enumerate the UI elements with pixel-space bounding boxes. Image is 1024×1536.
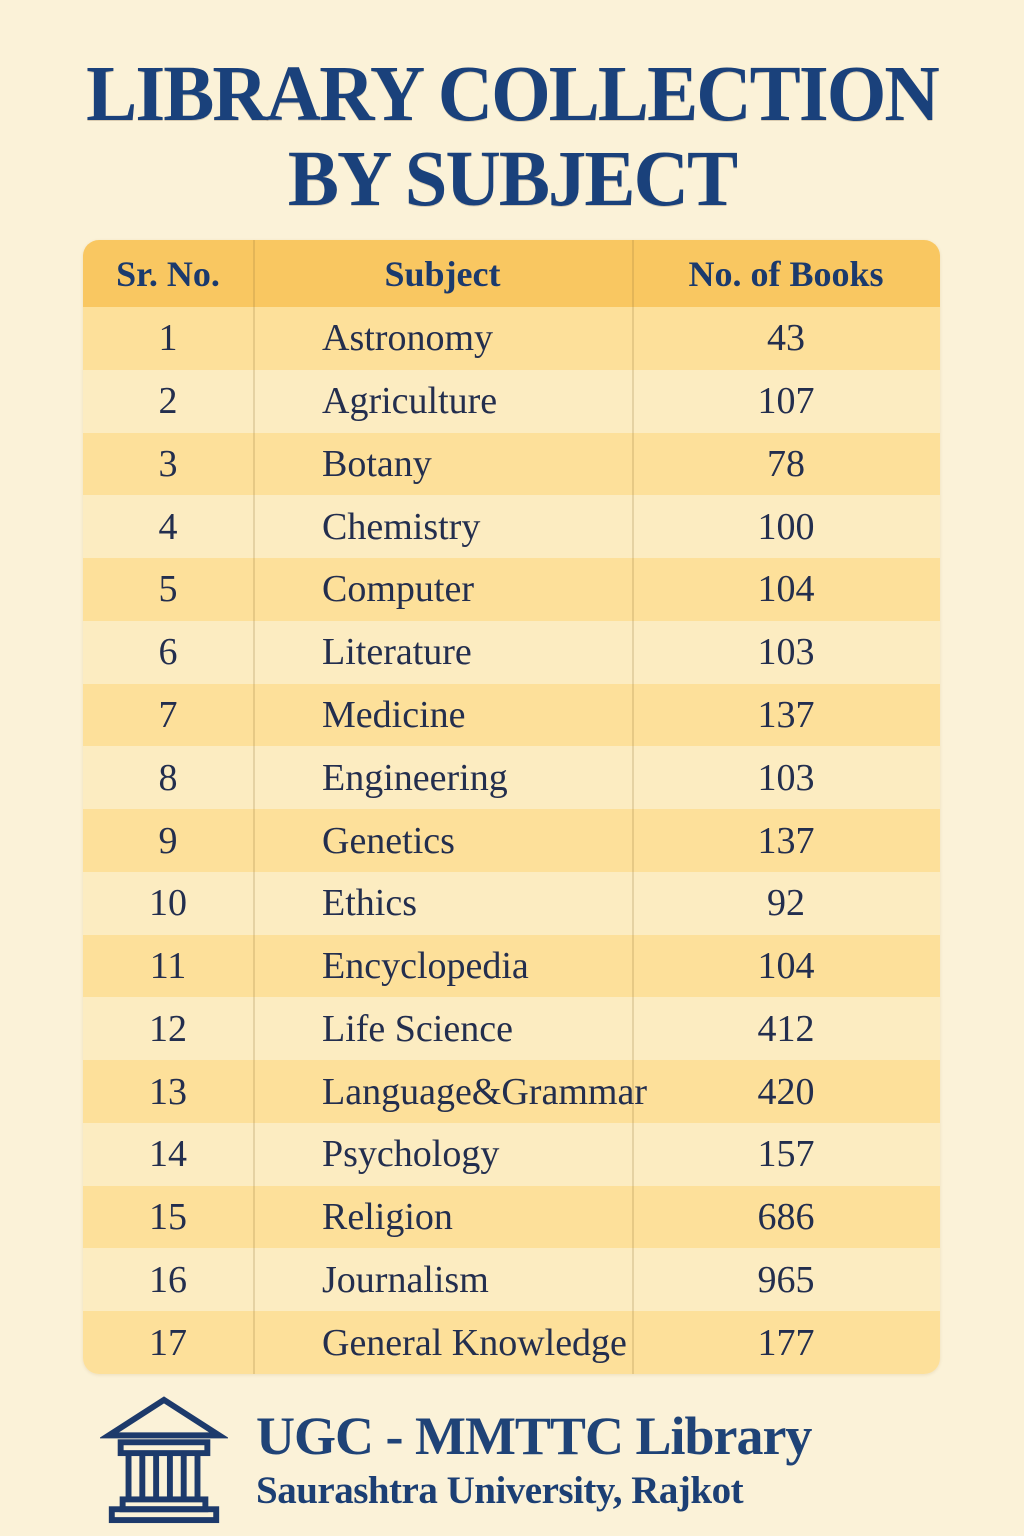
cell-subject: Computer	[322, 568, 474, 611]
cell-sr: 3	[158, 442, 178, 485]
table-row	[83, 495, 940, 558]
cell-subject: Engineering	[322, 756, 508, 799]
cell-sr: 11	[149, 945, 187, 988]
table-row	[83, 684, 940, 747]
cell-books: 43	[767, 317, 805, 360]
cell-subject: Journalism	[322, 1258, 489, 1301]
cell-sr: 2	[158, 380, 178, 423]
cell-books: 686	[757, 1196, 815, 1239]
table-row	[83, 997, 940, 1060]
cell-sr: 13	[149, 1070, 187, 1113]
cell-sr: 8	[158, 756, 178, 799]
page-title-line1: LIBRARY COLLECTION	[86, 51, 938, 138]
cell-subject: Astronomy	[322, 317, 493, 360]
cell-subject: Medicine	[322, 693, 466, 736]
table-row	[83, 558, 940, 621]
page-title-line2: BY SUBJECT	[287, 136, 737, 223]
cell-books: 177	[757, 1321, 815, 1364]
cell-subject: Language&Grammar	[322, 1070, 647, 1113]
page-title	[0, 52, 1024, 222]
cell-books: 412	[757, 1007, 815, 1050]
cell-sr: 15	[149, 1196, 187, 1239]
table-row	[83, 1311, 940, 1374]
cell-sr: 7	[158, 693, 178, 736]
column-header-no-of-books: No. of Books	[688, 253, 884, 294]
cell-subject: Botany	[322, 442, 432, 485]
cell-sr: 6	[158, 631, 178, 674]
cell-sr: 1	[158, 317, 178, 360]
cell-subject: Chemistry	[322, 505, 481, 548]
table-rows	[83, 307, 940, 1374]
table-row	[83, 433, 940, 496]
cell-sr: 9	[158, 819, 178, 862]
table-row	[83, 1123, 940, 1186]
table-row	[83, 621, 940, 684]
table-header-row	[83, 240, 940, 307]
table-row	[83, 1186, 940, 1249]
table-row	[83, 746, 940, 809]
cell-books: 92	[767, 882, 805, 925]
table-row	[83, 370, 940, 433]
cell-books: 103	[757, 631, 815, 674]
cell-books: 965	[757, 1258, 815, 1301]
cell-sr: 14	[149, 1133, 187, 1176]
cell-books: 157	[757, 1133, 815, 1176]
cell-sr: 17	[149, 1321, 187, 1364]
table-row	[83, 935, 940, 998]
cell-books: 137	[757, 819, 815, 862]
cell-subject: Literature	[322, 631, 472, 674]
table-row	[83, 307, 940, 370]
footer-organization: UGC - MMTTC Library	[256, 1406, 812, 1466]
table-row	[83, 872, 940, 935]
cell-subject: Religion	[322, 1196, 453, 1239]
cell-books: 78	[767, 442, 805, 485]
library-building-icon	[100, 1394, 228, 1526]
cell-books: 107	[757, 380, 815, 423]
cell-books: 104	[757, 945, 815, 988]
column-header-subject: Subject	[384, 253, 501, 294]
cell-books: 104	[757, 568, 815, 611]
table-row	[83, 809, 940, 872]
column-header-sr-no: Sr. No.	[116, 253, 220, 294]
cell-books: 420	[757, 1070, 815, 1113]
footer	[100, 1394, 811, 1526]
table-row	[83, 1248, 940, 1311]
cell-sr: 4	[158, 505, 178, 548]
cell-sr: 10	[149, 882, 187, 925]
footer-text-block	[256, 1405, 811, 1515]
cell-subject: Ethics	[322, 882, 417, 925]
cell-subject: General Knowledge	[322, 1321, 627, 1364]
table-row	[83, 1060, 940, 1123]
cell-sr: 12	[149, 1007, 187, 1050]
cell-sr: 5	[158, 568, 178, 611]
library-collection-table	[83, 240, 940, 1374]
cell-subject: Genetics	[322, 819, 455, 862]
cell-books: 100	[757, 505, 815, 548]
cell-subject: Life Science	[322, 1007, 513, 1050]
footer-affiliation: Saurashtra University, Rajkot	[256, 1469, 744, 1512]
cell-books: 137	[757, 693, 815, 736]
cell-books: 103	[757, 756, 815, 799]
cell-subject: Encyclopedia	[322, 945, 529, 988]
cell-sr: 16	[149, 1258, 187, 1301]
cell-subject: Agriculture	[322, 380, 498, 423]
cell-subject: Psychology	[322, 1133, 500, 1176]
